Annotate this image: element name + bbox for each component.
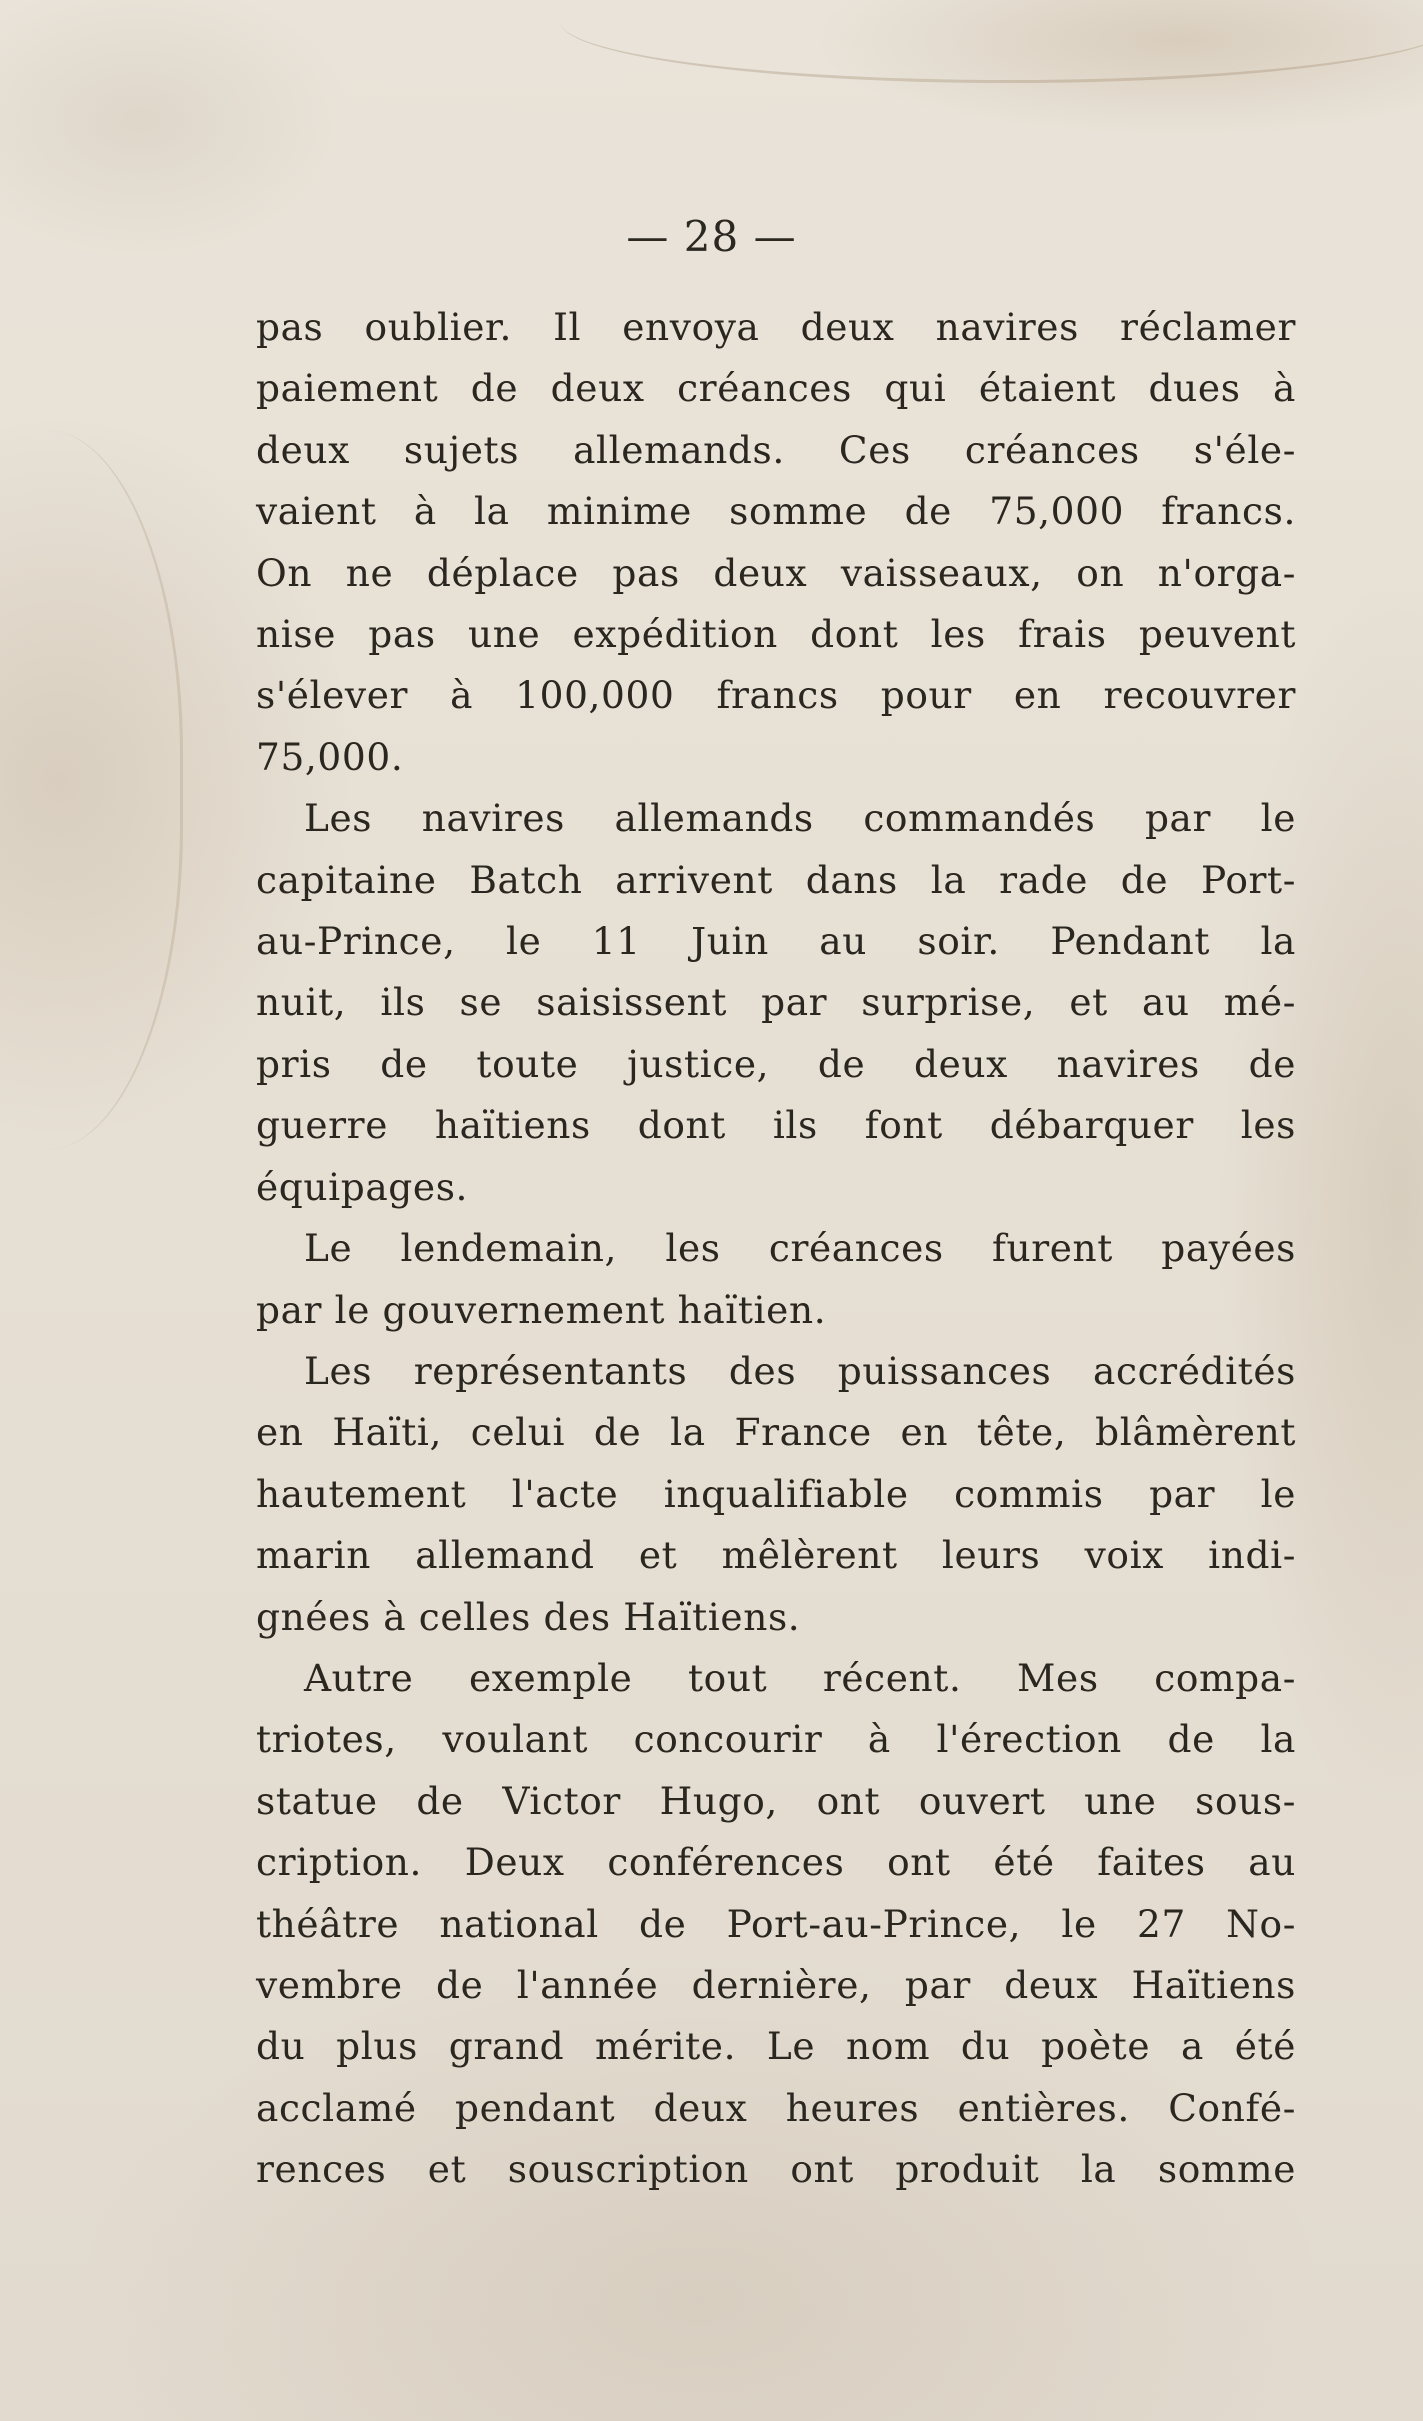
text-line: en Haïti, celui de la France en tête, blâmèrent — [256, 1410, 1296, 1455]
text-line: Le lendemain, les créances furent payées — [304, 1226, 1296, 1271]
text-line: capitaine Batch arrivent dans la rade de Port- — [256, 857, 1296, 902]
body-text — [256, 297, 1296, 2201]
text-line: pris de toute justice, de deux navires de — [256, 1041, 1296, 1086]
water-stain-left — [0, 430, 183, 1150]
text-line: 75,000. — [256, 734, 404, 779]
paragraph — [256, 1648, 1296, 2201]
text-line: gnées à celles des Haïtiens. — [256, 1594, 801, 1639]
paragraph — [256, 297, 1296, 788]
text-line: acclamé pendant deux heures entières. Confé- — [256, 2085, 1296, 2130]
text-line: nise pas une expédition dont les frais peuvent — [256, 612, 1296, 657]
text-line: équipages. — [256, 1164, 469, 1209]
text-line: théâtre national de Port-au-Prince, le 27 No- — [256, 1901, 1296, 1946]
text-line: nuit, ils se saisissent par surprise, et au mé- — [256, 980, 1296, 1025]
text-line: au-Prince, le 11 Juin au soir. Pendant la — [256, 919, 1296, 964]
text-line: Les navires allemands commandés par le — [304, 796, 1296, 841]
text-line: du plus grand mérite. Le nom du poète a été — [256, 2024, 1296, 2069]
text-line: deux sujets allemands. Ces créances s'éle- — [256, 427, 1296, 472]
text-line: Autre exemple tout récent. Mes compa- — [304, 1655, 1296, 1700]
text-line: guerre haïtiens dont ils font débarquer les — [256, 1103, 1296, 1148]
text-line: On ne déplace pas deux vaisseaux, on n'orga- — [256, 550, 1296, 595]
text-line: s'élever à 100,000 francs pour en recouvrer — [256, 673, 1296, 718]
page-number: — 28 — — [626, 212, 797, 261]
text-line: marin allemand et mêlèrent leurs voix indi- — [256, 1533, 1296, 1578]
paragraph — [256, 1341, 1296, 1648]
water-stain-top — [560, 0, 1423, 83]
text-line: vembre de l'année dernière, par deux Haïtiens — [256, 1962, 1296, 2007]
paragraph — [256, 788, 1296, 1218]
text-line: paiement de deux créances qui étaient dues à — [256, 366, 1296, 411]
text-line: cription. Deux conférences ont été faites au — [256, 1840, 1296, 1885]
text-line: statue de Victor Hugo, ont ouvert une sous- — [256, 1778, 1296, 1823]
text-line: rences et souscription ont produit la somme — [256, 2147, 1296, 2192]
text-line: hautement l'acte inqualifiable commis par le — [256, 1471, 1296, 1516]
text-line: pas oublier. Il envoya deux navires réclamer — [256, 305, 1296, 349]
paragraph — [256, 1218, 1296, 1341]
text-line: Les représentants des puissances accrédités — [304, 1348, 1296, 1393]
text-line: triotes, voulant concourir à l'érection de la — [256, 1717, 1296, 1762]
text-line: par le gouvernement haïtien. — [256, 1287, 827, 1332]
text-line: vaient à la minime somme de 75,000 francs. — [256, 489, 1296, 534]
